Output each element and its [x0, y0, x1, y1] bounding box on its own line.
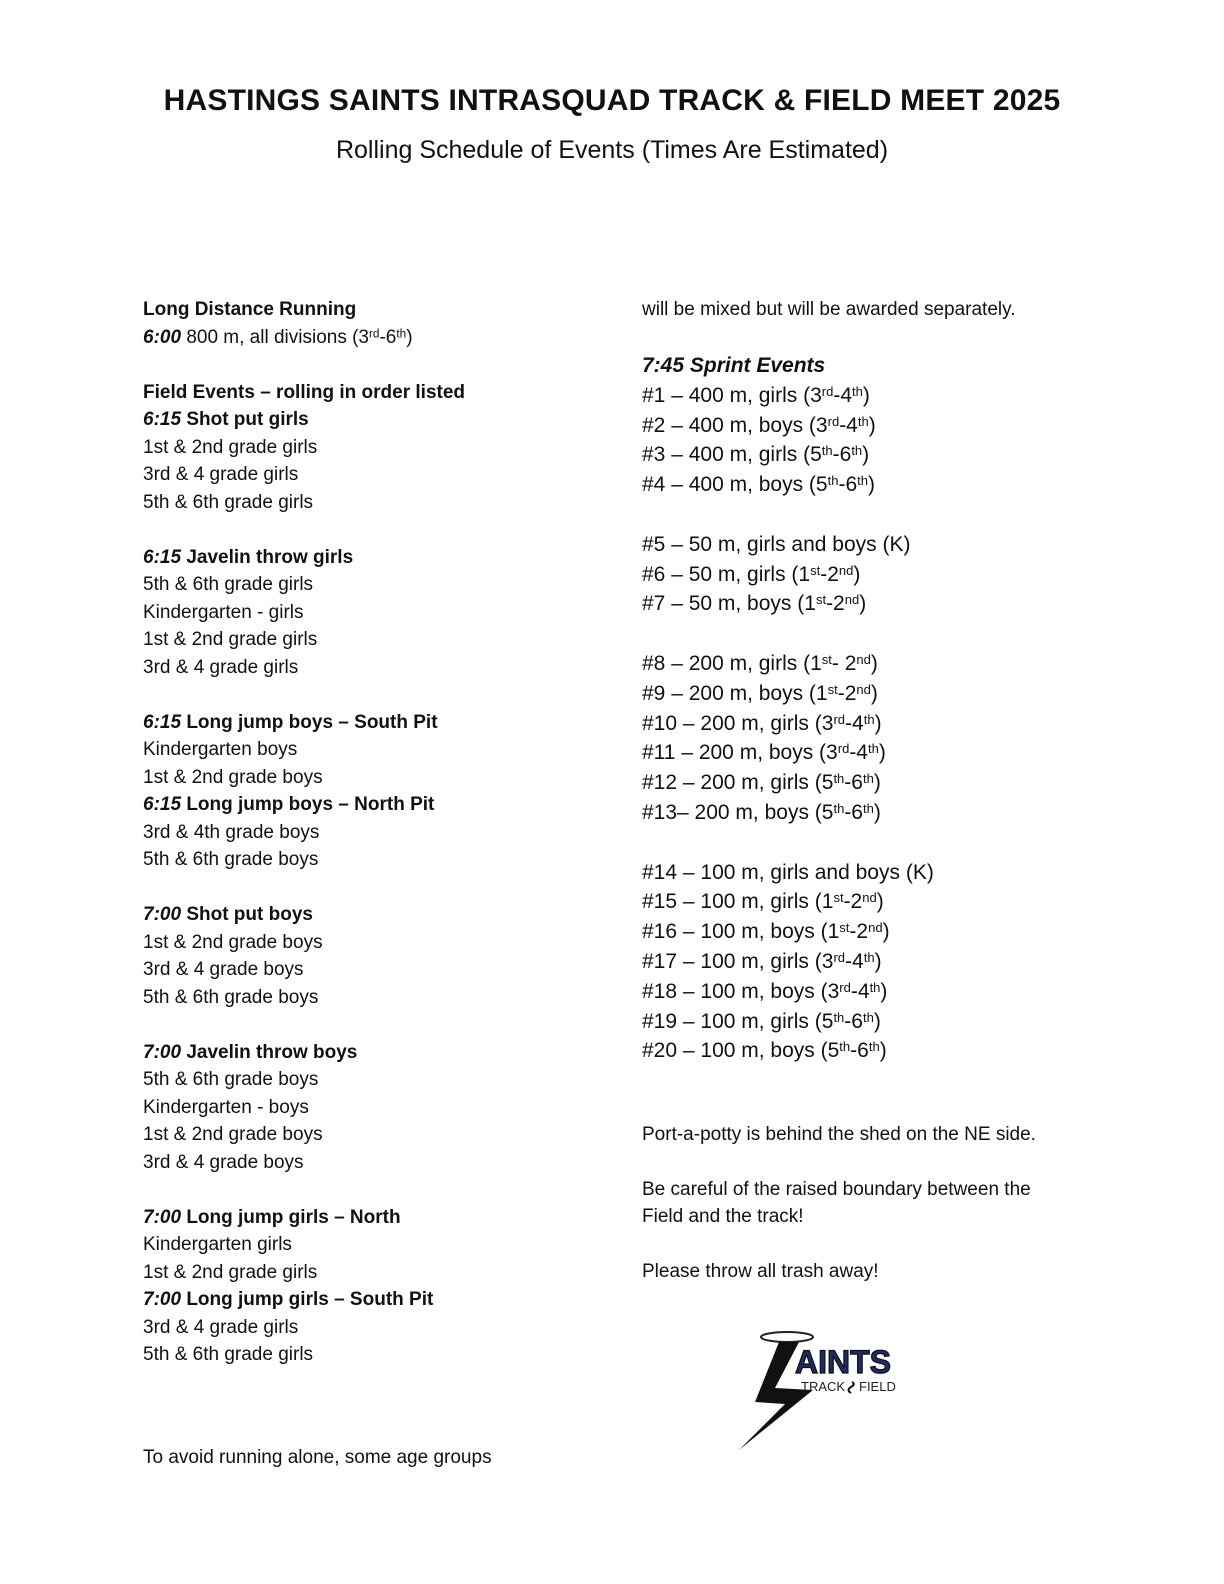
sprint-event: #1 – 400 m, girls (3rd-4th) — [642, 383, 870, 407]
sprint-events-list — [642, 381, 1092, 1066]
list-item: Kindergarten - boys — [143, 1096, 309, 1118]
sprint-event: #13– 200 m, boys (5th-6th) — [642, 800, 881, 824]
sprint-event: #8 – 200 m, girls (1st- 2nd) — [642, 651, 878, 675]
saints-logo — [735, 1328, 920, 1452]
list-item: 5th & 6th grade girls — [143, 1344, 314, 1365]
sprint-event: #6 – 50 m, girls (1st-2nd) — [642, 562, 861, 586]
list-item: Kindergarten - girls — [143, 601, 304, 623]
event-heading-shot-put-girls: 6:15 Shot put girls — [143, 409, 309, 430]
list-item: 1st & 2nd grade girls — [143, 1261, 318, 1283]
list-item: 1st & 2nd grade boys — [143, 766, 323, 788]
list-item: 1st & 2nd grade girls — [143, 629, 318, 650]
note-port-a-potty: Port-a-potty is behind the shed on the NE side. — [642, 1124, 1036, 1146]
list-item: 5th & 6th grade boys — [143, 849, 319, 870]
list-item: 5th & 6th grade girls — [143, 491, 314, 513]
field-events-heading: Field Events – rolling in order listed — [143, 381, 466, 403]
list-item: 3rd & 4 grade boys — [143, 1151, 304, 1173]
right-column — [642, 296, 1092, 1285]
list-item: Kindergarten girls — [143, 1234, 292, 1255]
sprint-event: #10 – 200 m, girls (3rd-4th) — [642, 711, 882, 735]
logo-word: AINTS — [795, 1344, 891, 1380]
list-item: Kindergarten boys — [143, 739, 298, 760]
note-boundary-line-2: Field and the track! — [642, 1206, 804, 1228]
sprint-event: #14 – 100 m, girls and boys (K) — [642, 860, 934, 884]
list-item: 1st & 2nd grade boys — [143, 1124, 323, 1145]
sprint-event: #19 – 100 m, girls (5th-6th) — [642, 1009, 881, 1033]
list-item: 3rd & 4 grade girls — [143, 1316, 299, 1338]
event-heading-long-jump-boys-south: 6:15 Long jump boys – South Pit — [143, 711, 438, 733]
continued-text: will be mixed but will be awarded separately. — [642, 299, 1016, 320]
footer-note: To avoid running alone, some age groups — [143, 1447, 492, 1468]
mini-bolt-icon — [849, 1382, 854, 1393]
logo-tagline-right: FIELD — [859, 1379, 896, 1394]
sprint-events-heading: 7:45 Sprint Events — [642, 354, 826, 377]
event-heading-javelin-girls: 6:15 Javelin throw girls — [143, 546, 354, 568]
sprint-event: #15 – 100 m, girls (1st-2nd) — [642, 890, 884, 914]
event-heading-long-jump-boys-north: 6:15 Long jump boys – North Pit — [143, 794, 435, 815]
sprint-event: #3 – 400 m, girls (5th-6th) — [642, 443, 870, 467]
list-item: 5th & 6th grade boys — [143, 1069, 319, 1090]
sprint-event: #17 – 100 m, girls (3rd-4th) — [642, 949, 882, 973]
event-heading-javelin-boys: 7:00 Javelin throw boys — [143, 1041, 358, 1063]
list-item: 3rd & 4 grade boys — [143, 959, 304, 980]
note-trash: Please throw all trash away! — [642, 1261, 879, 1283]
sprint-event: #9 – 200 m, boys (1st-2nd) — [642, 681, 878, 705]
sprint-event: #18 – 100 m, boys (3rd-4th) — [642, 979, 888, 1003]
event-time: 6:00 — [143, 326, 182, 348]
sprint-event: #2 – 400 m, boys (3rd-4th) — [642, 413, 876, 437]
list-item: 1st & 2nd grade boys — [143, 931, 323, 953]
event-heading-long-jump-girls-south: 7:00 Long jump girls – South Pit — [143, 1289, 434, 1310]
sprint-event: #7 – 50 m, boys (1st-2nd) — [642, 592, 867, 616]
list-item: 3rd & 4th grade boys — [143, 821, 320, 843]
lightning-s-icon — [735, 1328, 920, 1452]
list-item: 1st & 2nd grade girls — [143, 436, 318, 458]
sprint-event: #4 – 400 m, boys (5th-6th) — [642, 473, 876, 497]
logo-tagline-left: TRACK — [801, 1379, 846, 1394]
note-boundary-line-1: Be careful of the raised boundary between the — [642, 1179, 1031, 1201]
sprint-event: #5 – 50 m, girls and boys (K) — [642, 532, 911, 556]
long-distance-heading: Long Distance Running — [143, 299, 357, 320]
sprint-event: #16 – 100 m, boys (1st-2nd) — [642, 920, 890, 944]
event-heading-shot-put-boys: 7:00 Shot put boys — [143, 904, 313, 925]
page-subtitle: Rolling Schedule of Events (Times Are Estimated) — [335, 136, 889, 164]
list-item: 3rd & 4 grade girls — [143, 464, 299, 485]
sprint-event: #12 – 200 m, girls (5th-6th) — [642, 771, 881, 795]
sprint-event: #11 – 200 m, boys (3rd-4th) — [642, 741, 886, 765]
sprint-event: #20 – 100 m, boys (5th-6th) — [642, 1039, 887, 1063]
left-column — [143, 296, 583, 1369]
event-heading-long-jump-girls-north: 7:00 Long jump girls – North — [143, 1206, 401, 1228]
list-item: 3rd & 4 grade girls — [143, 656, 299, 678]
list-item: 5th & 6th grade girls — [143, 574, 314, 595]
halo-icon — [761, 1332, 813, 1342]
page-title: HASTINGS SAINTS INTRASQUAD TRACK & FIELD MEET 2025 — [163, 84, 1061, 117]
long-distance-event: 6:00 800 m, all divisions (3rd-6th) — [143, 326, 413, 348]
list-item: 5th & 6th grade boys — [143, 986, 319, 1008]
